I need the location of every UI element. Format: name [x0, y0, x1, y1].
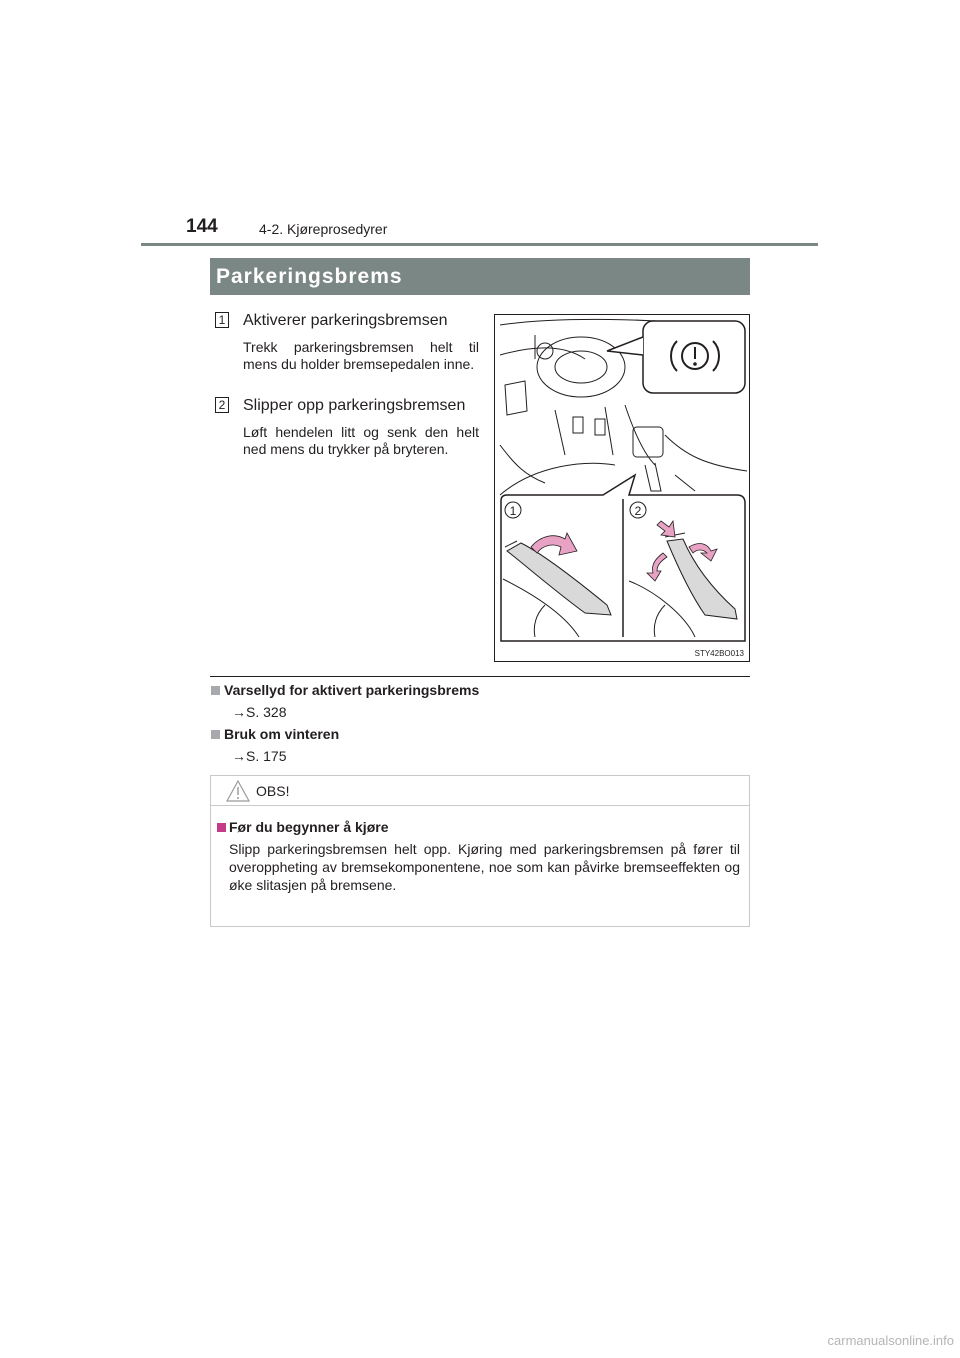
header-rule	[141, 243, 818, 246]
caution-label: OBS!	[256, 783, 290, 799]
step-2-marker: 2	[215, 397, 229, 413]
section-divider	[210, 676, 750, 677]
caution-header	[211, 776, 749, 806]
caution-body: Slipp parkeringsbremsen helt opp. Kjøring med parkeringsbremsen på fører til overoppheting av bremsekomponentene, noe som kan påvirke bremseeffekten og øke slitasjen på bremsene.	[229, 841, 740, 893]
step-1-marker: 1	[215, 312, 229, 328]
section-title: Parkeringsbrems	[210, 258, 750, 295]
step-1-body: Trekk parkeringsbremsen helt til mens du holder bremsepedalen inne.	[243, 339, 479, 372]
step-2-body: Løft hendelen litt og senk den helt ned mens du trykker på bryteren.	[243, 424, 479, 457]
note-2-reference: →S. 175	[232, 748, 287, 764]
caution-bullet	[217, 823, 226, 832]
step-2-title: Slipper opp parkeringsbremsen	[243, 397, 466, 414]
warning-triangle-icon	[226, 780, 250, 802]
caution-box	[210, 775, 750, 927]
parking-brake-figure	[494, 314, 750, 662]
note-2-heading: Bruk om vinteren	[224, 726, 340, 742]
callout-1-label: 1	[509, 504, 517, 518]
caution-heading: Før du begynner å kjøre	[229, 819, 389, 835]
callout-2-label: 2	[634, 504, 642, 518]
note-1-bullet	[211, 686, 220, 695]
note-2-bullet	[211, 730, 220, 739]
step-1-title: Aktiverer parkeringsbremsen	[243, 312, 448, 329]
figure-illustration	[495, 315, 749, 661]
section-reference: 4-2. Kjøreprosedyrer	[259, 221, 388, 237]
note-1-reference: →S. 328	[232, 704, 287, 720]
note-1-heading: Varsellyd for aktivert parkeringsbrems	[224, 682, 480, 698]
watermark: carmanualsonline.info	[827, 1333, 954, 1348]
page-number: 144	[186, 216, 218, 237]
figure-code: STY42BO013	[694, 649, 744, 658]
